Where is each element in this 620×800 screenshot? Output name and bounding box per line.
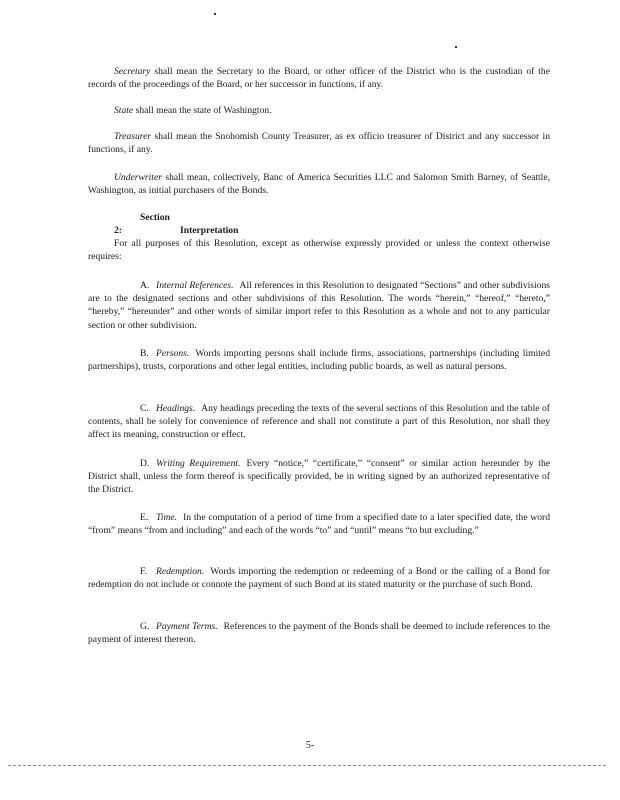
item-title: Time. <box>156 512 178 523</box>
definition-underwriter <box>88 171 550 197</box>
item-title: Internal References. <box>156 280 234 291</box>
item-redemption <box>88 565 550 591</box>
item-title: Persons. <box>156 348 190 359</box>
definition-term: Secretary <box>114 66 151 77</box>
definition-term: State <box>114 105 134 116</box>
item-headings <box>88 402 550 442</box>
section-number: Section 2: <box>114 212 170 237</box>
section-title: Interpretation <box>180 225 239 237</box>
definition-text: shall mean the state of Washington. <box>135 105 272 116</box>
item-letter: B. <box>140 348 149 359</box>
item-text: Every “notice,” “certificate,” “consent” or similar action hereunder by the District shall, unless the form thereof is specifically provided, be in writing signed by an authorized representative of the District. <box>88 458 550 496</box>
definition-secretary <box>88 65 550 91</box>
definition-state <box>88 104 550 117</box>
definition-text: shall mean the Secretary to the Board, or other officer of the District who is the custodian of the records of the proceedings of the Board, or her successor in functions, if any. <box>88 66 550 91</box>
item-title: Writing Requirement. <box>156 458 241 469</box>
section-heading <box>88 211 550 237</box>
item-letter: E. <box>140 512 149 523</box>
scan-speck <box>455 46 457 48</box>
item-time <box>88 511 550 537</box>
item-internal-references <box>88 279 550 332</box>
definition-term: Treasurer <box>114 131 152 142</box>
item-text: Words importing the redemption or redeeming of a Bond or the calling of a Bond for redemption do not include or connote the payment of such Bond at its stated maturity or the purchase of such Bond. <box>88 566 550 591</box>
item-title: Payment Terms. <box>156 621 218 632</box>
item-letter: G. <box>140 621 150 632</box>
section-intro: For all purposes of this Resolution, except as otherwise expressly provided or unless the context otherwise requires: <box>88 238 550 263</box>
definition-treasurer <box>88 130 550 156</box>
scan-speck <box>214 13 216 15</box>
definition-term: Underwriter <box>114 172 162 183</box>
definition-text: shall mean, collectively, Banc of America Securities LLC and Salomon Smith Barney, of Seattle, Washington, as initial purchasers of the Bonds. <box>88 172 550 197</box>
item-persons <box>88 347 550 373</box>
scan-footer-line <box>8 765 606 766</box>
page-number: 5- <box>305 740 315 751</box>
item-text: Any headings preceding the texts of the several sections of this Resolution and the table of contents, shall be solely for convenience of reference and shall not constitute a part of this Resolution, nor shall they affect its meaning, construction or effect. <box>88 403 550 441</box>
item-text: All references in this Resolution to designated “Sections” and other subdivisions are to the designated sections and other subdivisions of this Resolution. The words “herein,” “hereof,” “hereto,” “hereby,” “hereunder” and other words of similar import refer to this Resolution as a whole and not to any particular section or other subdivision. <box>88 280 551 331</box>
item-title: Redemption. <box>156 566 205 577</box>
item-title: Headings. <box>156 403 196 414</box>
item-text: In the computation of a period of time from a specified date to a later specified date, the word “from” means “from and including” and each of the words “to” and “until” means “to but excluding.” <box>88 512 550 537</box>
definition-text: shall mean the Snohomish County Treasurer, as ex officio treasurer of District and any successor in functions, if any. <box>88 131 550 156</box>
item-text: References to the payment of the Bonds shall be deemed to include references to the payment of interest thereon. <box>88 621 551 646</box>
item-letter: D. <box>140 458 150 469</box>
item-payment-terms <box>88 620 550 646</box>
item-letter: C. <box>140 403 149 414</box>
item-letter: A. <box>140 280 150 291</box>
item-text: Words importing persons shall include firms, associations, partnerships (including limited partnerships), trusts, corporations and other legal entities, including public boards, as well as natural persons. <box>88 348 550 373</box>
item-writing-requirement <box>88 457 550 497</box>
item-letter: F. <box>140 566 147 577</box>
